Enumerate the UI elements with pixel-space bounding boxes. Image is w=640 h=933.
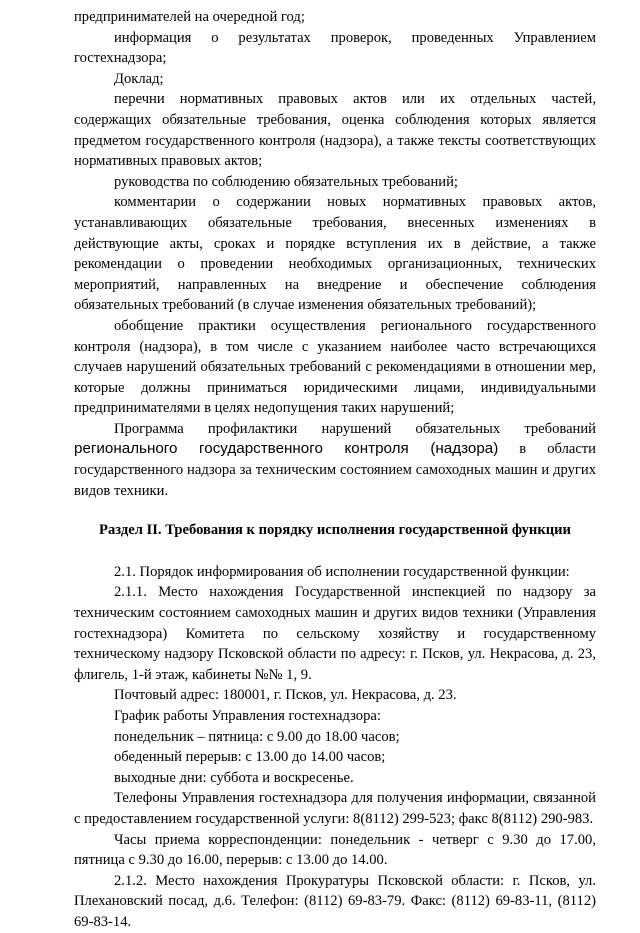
paragraph-phones: Телефоны Управления гостехнадзора для получения информации, связанной с предоставлением государственной услуги: 8(8112) 299-523; факс 8(8112) 290-983. (74, 790, 596, 827)
paragraph-report: Доклад; (114, 70, 164, 87)
paragraph-lunch-break: обеденный перерыв: с 13.00 до 14.00 часов; (114, 749, 386, 766)
paragraph-legal-acts-lists: перечни нормативных правовых актов или их отдельных частей, содержащих обязательные требования, оценка соблюдения которых является предметом государственного контроля (надзора), а также тексты соответствующих нормативных правовых актов; (74, 91, 596, 170)
paragraph-work-schedule: График работы Управления гостехнадзора: (114, 708, 381, 724)
paragraph-postal-address: Почтовый адрес: 180001, г. Псков, ул. Некрасова, д. 23. (114, 687, 457, 704)
paragraph-prevention-program (74, 419, 596, 501)
paragraph-days-off: выходные дни: суббота и воскресенье. (114, 769, 354, 786)
paragraph-entrepreneurs-next-year: предпринимателей на очередной год; (74, 9, 305, 25)
program-text-end: в области государственного надзора за техническим состоянием самоходных машин и других видов техники. (74, 441, 596, 499)
program-text-start: Программа профилактики нарушений обязательных требований (114, 420, 596, 437)
paragraph-informing-procedure: 2.1. Порядок информирования об исполнении государственной функции: (114, 563, 570, 580)
paragraph-practice-summary: обобщение практики осуществления регионального государственного контроля (надзора), в том числе с указанием наиболее часто встречающихся случаев нарушений обязательных требований с рекомендациями в отношении мер, которые должны приниматься юридическими лицами, индивидуальными предпринимателями в целях недопущения таких нарушений; (74, 317, 596, 417)
section-heading: Раздел II. Требования к порядку исполнения государственной функции (99, 522, 571, 539)
program-text-highlight: регионального государственного контроля (надзора) (74, 440, 499, 458)
paragraph-weekdays-hours: понедельник – пятница: с 9.00 до 18.00 часов; (114, 728, 400, 745)
paragraph-new-acts-comments: комментарии о содержании новых нормативных правовых актов, устанавливающих обязательные требования, внесенных изменениях в действующие акты, сроках и порядке вступления их в действие, а также рекомендации о проведении необходимых организационных, технических мероприятий, направленных на внедрение и обеспечение соблюдения обязательных требований (в случае изменения обязательных требований); (74, 194, 596, 314)
document-page (74, 7, 596, 933)
paragraph-inspection-location: 2.1.1. Место нахождения Государственной инспекцией по надзору за техническим состоянием самоходных машин и других видов техники (Управления гостехнадзора) Комитета по сельскому хозяйству и государственному техническому надзору Псковской области по адресу: г. Псков, ул. Некрасова, д. 23, флигель, 1-й этаж, кабинеты №№ 1, 9. (74, 584, 596, 683)
paragraph-prosecutor-location: 2.1.2. Место нахождения Прокуратуры Псковской области: г. Псков, ул. Плехановский посад, д.6. Телефон: (8112) 69-83-79. Факс: (8112) 69-83-11, (8112) 69-83-14. (74, 872, 596, 930)
paragraph-correspondence-hours: Часы приема корреспонденции: понедельник - четверг с 9.30 до 17.00, пятница с 9.30 до 16.00, перерыв: с 13.00 до 14.00. (74, 831, 596, 869)
paragraph-inspection-results: информация о результатах проверок, проведенных Управлением гостехнадзора; (74, 29, 596, 67)
paragraph-compliance-guides: руководства по соблюдению обязательных требований; (114, 173, 458, 190)
